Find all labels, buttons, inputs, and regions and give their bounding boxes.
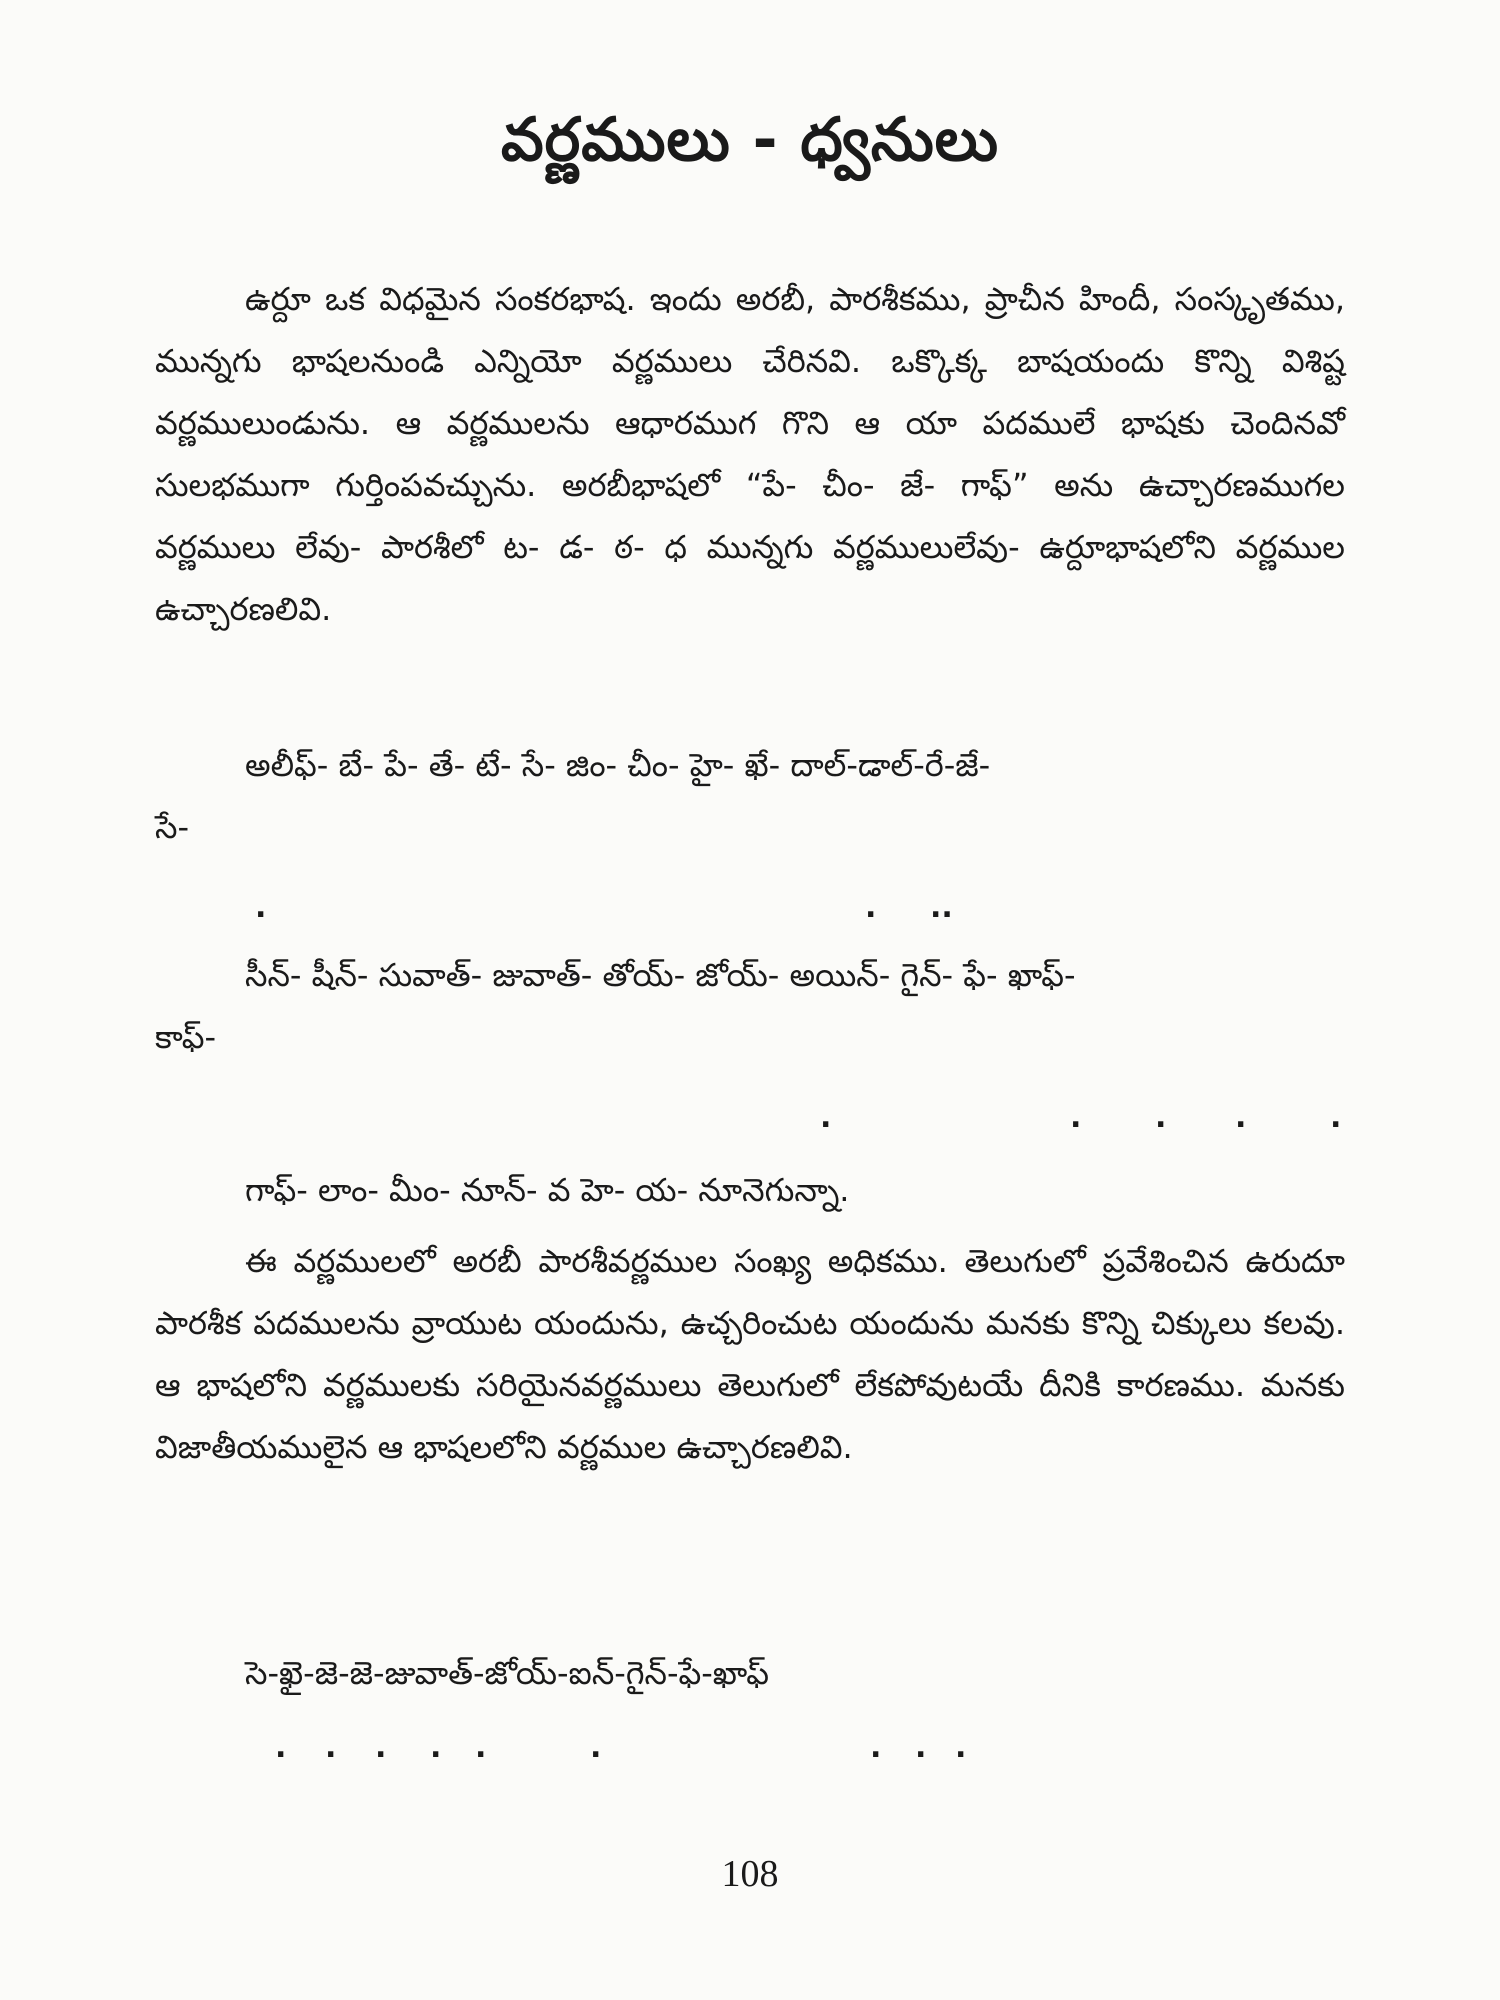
page-number: 108 <box>721 1853 779 1895</box>
dot-marker: . <box>375 1730 387 1765</box>
letters-line-2-continued: కాఫ్- <box>155 1018 217 1056</box>
dot-marker: . <box>275 1730 287 1765</box>
dot-marker: .. <box>930 890 953 925</box>
letters-line-4: సె-ఖై-జె-జె-జువాత్-జోయ్-ఐన్-గైన్-ఫే-ఖాఫ్ <box>245 1654 770 1692</box>
dot-marker: . <box>870 1730 882 1765</box>
letters-line-1: అలీఫ్- బే- పే- తే- టే- సే- జిం- చీం- హై- ఖే- దాల్-డాల్-రే-జే- <box>245 746 991 784</box>
dot-marker: . <box>590 1730 602 1765</box>
dot-marker: . <box>820 1100 832 1135</box>
dot-marker: . <box>865 890 877 925</box>
dot-marker: . <box>475 1730 487 1765</box>
dot-marker: . <box>915 1730 927 1765</box>
page-title: వర్ణములు - ధ్వనులు <box>500 105 1000 175</box>
letters-line-3: గాఫ్- లాం- మీం- నూన్- వ హె- య- నూనెగున్నా. <box>245 1171 850 1209</box>
dot-marker: . <box>1330 1100 1342 1135</box>
intro-paragraph: ఉర్దూ ఒక విధమైన సంకరభాష. ఇందు అరబీ, పారశీకము, ప్రాచీన హిందీ, సంస్కృతము, మున్నగు భాషలనుండి ఎన్నియో వర్ణములు చేరినవి. ఒక్కొక్క బాషయందు కొన్ని విశిష్ట వర్ణములుండును. ఆ వర్ణములను ఆధారముగ గొని ఆ యా పదములే భాషకు చెందినవో సులభముగా గుర్తింపవచ్చును. అరబీభాషలో “పే- చీం- జే- గాఫ్” అను ఉచ్చారణముగల వర్ణములు లేవు- పారశీలో ట- డ- ఠ- ధ మున్నగు వర్ణములులేవు- ఉర్దూభాషలోని వర్ణముల ఉచ్చారణలివి. <box>155 280 1345 628</box>
dot-marker: . <box>1155 1100 1167 1135</box>
second-paragraph: ఈ వర్ణములలో అరబీ పారశీవర్ణముల సంఖ్య అధికము. తెలుగులో ప్రవేశించిన ఉరుదూ పారశీక పదములను వ్రాయుట యందును, ఉచ్చరించుట యందును మనకు కొన్ని చిక్కులు కలవు. ఆ భాషలోని వర్ణములకు సరియైనవర్ణములు తెలుగులో లేకపోవుటయే దీనికి కారణము. మనకు విజాతీయములైన ఆ భాషలలోని వర్ణముల ఉచ్చారణలివి. <box>155 1242 1345 1466</box>
dot-marker: . <box>955 1730 967 1765</box>
letters-line-2: సీన్- షీన్- సువాత్- జువాత్- తోయ్- జోయ్- అయిన్- గైన్- ఫే- ఖాఫ్- <box>245 956 1076 994</box>
dot-marker: . <box>1070 1100 1082 1135</box>
letters-line-1-continued: సే- <box>155 808 190 846</box>
dot-marker: . <box>1235 1100 1247 1135</box>
dot-marker: . <box>255 890 267 925</box>
dot-marker: . <box>430 1730 442 1765</box>
dot-marker: . <box>325 1730 337 1765</box>
